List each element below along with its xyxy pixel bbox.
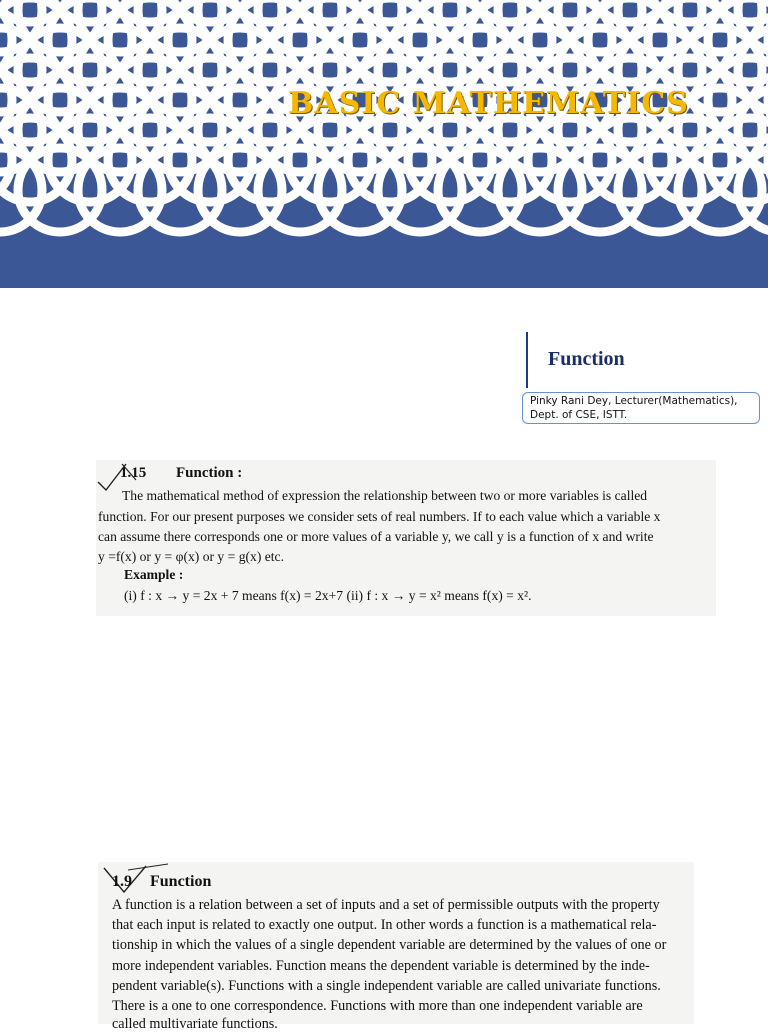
excerpt-line: can assume there corresponds one or more values of a variable y, we call y is a function of x and write <box>98 529 654 544</box>
excerpt-line: The mathematical method of expression the relationship between two or more variables is called <box>122 488 648 503</box>
section-number: 1.9 <box>112 873 132 890</box>
slide-heading: Function <box>548 348 625 370</box>
excerpt-line: function. For our present purposes we consider sets of real numbers. If to each value which a variable x <box>98 509 661 524</box>
example-text: (i) f : x → y = 2x + 7 means f(x) = 2x+7 (ii) f : x → y = x² means f(x) = x². <box>124 588 532 603</box>
excerpt-line: There is a one to one correspondence. Functions with more than one independent variable are <box>112 998 643 1014</box>
author-caption <box>522 392 760 424</box>
excerpt-line: A function is a relation between a set of inputs and a set of permissible outputs with the property <box>112 897 660 913</box>
ring-pattern-background <box>0 0 768 288</box>
author-name-line: Pinky Rani Dey, Lecturer(Mathematics), <box>530 395 738 407</box>
excerpt-line: tionship in which the values of a single dependent variable are determined by the values of one or <box>112 937 667 953</box>
textbook-excerpt-1 <box>96 460 716 616</box>
excerpt-line: y =f(x) or y = φ(x) or y = g(x) etc. <box>98 549 284 564</box>
excerpt-line: pendent variable(s). Functions with a single independent variable are called univariate functions. <box>112 978 661 994</box>
textbook-excerpt-2 <box>98 862 694 1032</box>
excerpt-line: more independent variables. Function means the dependent variable is determined by the inde- <box>112 958 650 974</box>
section-number: 1.15 <box>120 465 147 481</box>
author-dept-line: Dept. of CSE, ISTT. <box>530 409 628 421</box>
excerpt-line: that each input is related to exactly one output. In other words a function is a mathematical rela- <box>112 917 657 933</box>
accent-divider <box>526 332 528 388</box>
banner-title: BASIC MATHEMATICS <box>288 86 689 121</box>
example-label: Example : <box>124 567 184 582</box>
excerpt-line: called multivariate functions. <box>112 1016 278 1032</box>
title-banner <box>0 0 768 288</box>
section-title: Function <box>150 873 212 890</box>
section-title: Function : <box>176 465 243 481</box>
